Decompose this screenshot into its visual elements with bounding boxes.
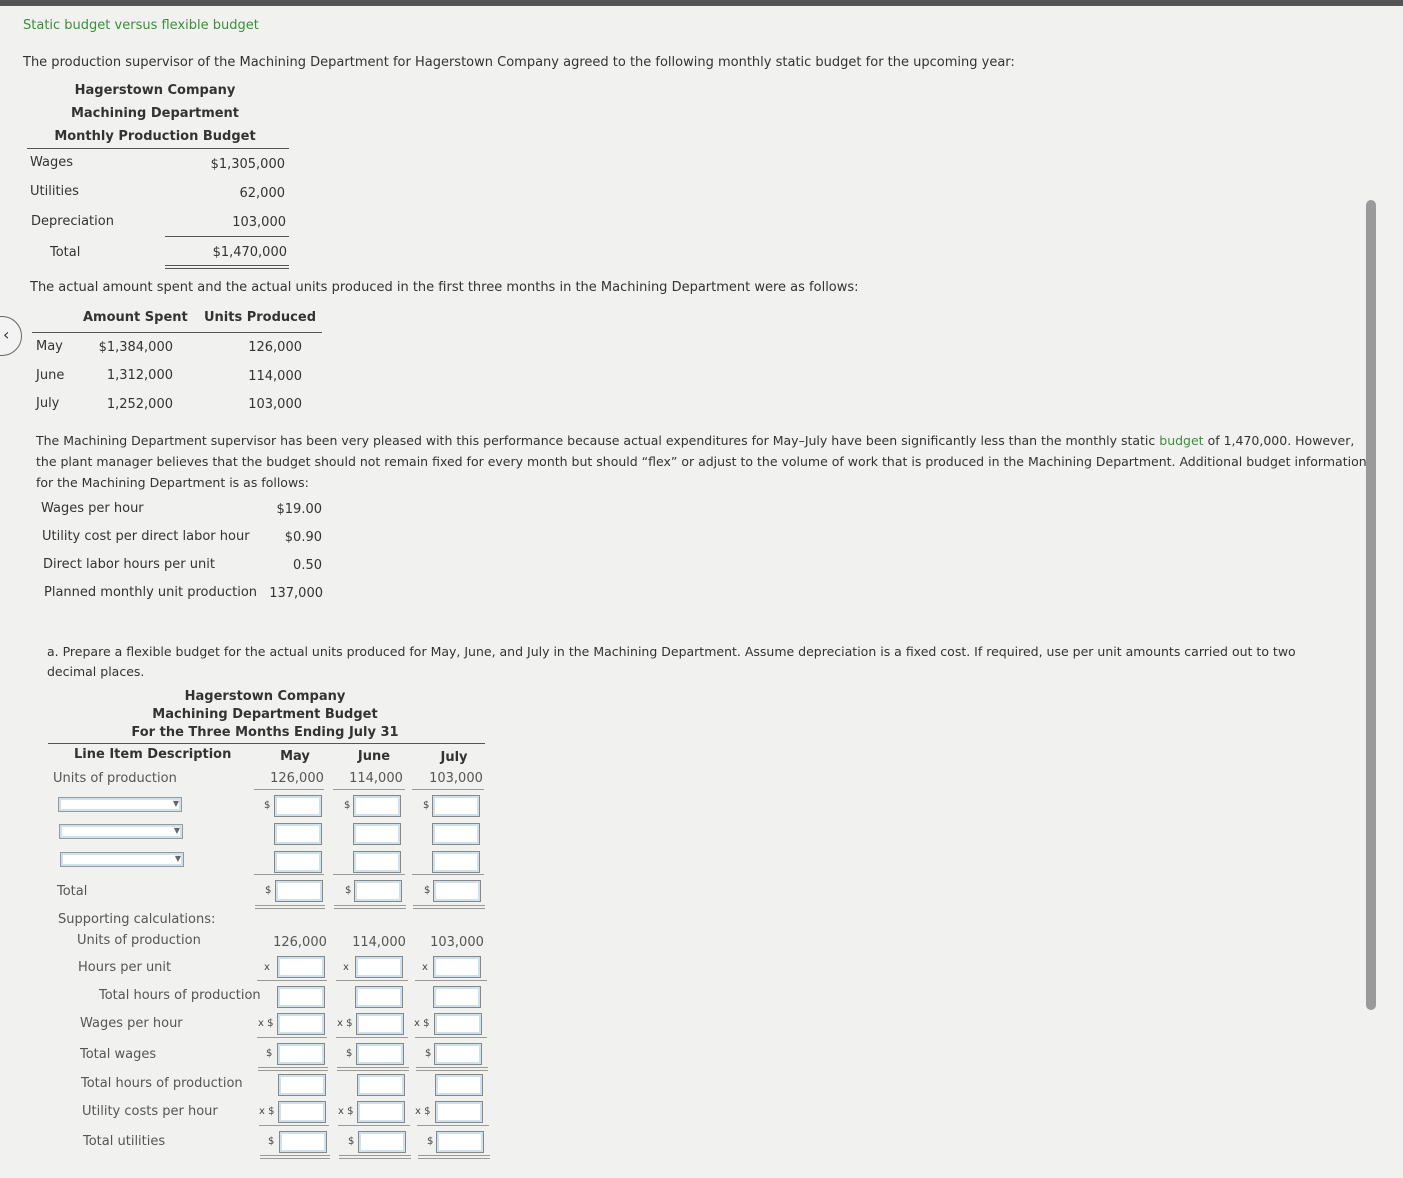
supervisor-paragraph: The Machining Department supervisor has been very pleased with this performance because actual expenditures for May–July have been significantly less than the monthly static budget of 1,470,000. However, the plant manager believes that the budget should not remain fixed for every month but should “flex” or adjust to the volume of work that is produced in the Machining Department. Additional budget information for the Machining Department is as follows: (36, 433, 1367, 490)
june-hours-per-unit-input[interactable] (355, 956, 403, 978)
may-utility-per-hour-input[interactable] (278, 1101, 326, 1123)
line-item-select-2[interactable] (59, 824, 183, 839)
july-row3-input[interactable] (432, 851, 480, 873)
divider (338, 1125, 410, 1126)
static-row-amount: 103,000 (232, 215, 286, 230)
july-total-hours-2-input[interactable] (435, 1074, 483, 1096)
july-total-hours-input[interactable] (433, 986, 481, 1008)
units-label: Units of production (53, 771, 177, 786)
actual-month: July (36, 396, 60, 411)
actual-units: 114,000 (248, 369, 302, 384)
june-utility-per-hour-input[interactable] (357, 1101, 405, 1123)
chevron-down-icon: ▼ (172, 799, 179, 808)
june-total-hours-input[interactable] (355, 986, 403, 1008)
may-hours-per-unit-input[interactable] (277, 956, 325, 978)
double-divider (418, 1155, 490, 1159)
static-department: Machining Department (70, 106, 240, 121)
july-total-utilities-input[interactable] (436, 1131, 484, 1153)
june-total-utilities-input[interactable] (358, 1131, 406, 1153)
may-total-hours-input[interactable] (277, 986, 325, 1008)
budget-link[interactable]: budget (1159, 433, 1204, 448)
divider (415, 980, 487, 981)
june-row3-input[interactable] (353, 851, 401, 873)
units-june: 114,000 (349, 771, 403, 786)
supporting-label: Supporting calculations: (58, 912, 216, 927)
may-total-wages-input[interactable] (277, 1043, 325, 1065)
sc-units-june: 114,000 (352, 935, 406, 950)
sc-units-july: 103,000 (430, 935, 484, 950)
actual-amount: 1,252,000 (106, 397, 173, 412)
static-total-label: Total (50, 245, 81, 260)
info-value: 137,000 (269, 586, 323, 601)
static-budget-name: Monthly Production Budget (54, 129, 256, 144)
may-total-input[interactable] (275, 880, 323, 902)
divider (412, 874, 484, 875)
divider (336, 1037, 408, 1038)
may-row2-input[interactable] (274, 823, 322, 845)
june-row2-input[interactable] (353, 823, 401, 845)
info-label: Utility cost per direct labor hour (42, 529, 250, 544)
static-row-label: Depreciation (31, 214, 114, 229)
actual-month: May (36, 339, 63, 354)
actual-amount: 1,312,000 (106, 368, 173, 383)
double-divider (255, 905, 325, 909)
july-utility-per-hour-input[interactable] (435, 1101, 483, 1123)
info-label: Direct labor hours per unit (43, 557, 215, 572)
static-row-label: Utilities (30, 184, 79, 199)
info-label: Wages per hour (41, 501, 144, 516)
static-total-amount: $1,470,000 (212, 245, 287, 260)
divider (48, 743, 485, 744)
actual-month: June (36, 368, 65, 383)
june-total-input[interactable] (354, 880, 402, 902)
sc-total-hours-label: Total hours of production (99, 988, 261, 1003)
double-divider (416, 1067, 488, 1071)
double-divider (165, 265, 289, 269)
may-total-utilities-input[interactable] (279, 1131, 327, 1153)
actual-header-amount: Amount Spent (83, 310, 188, 325)
sc-hours-per-unit-label: Hours per unit (78, 960, 172, 975)
actual-units: 126,000 (248, 340, 302, 355)
divider (27, 148, 289, 149)
info-value: $19.00 (276, 502, 322, 517)
sc-total-wages-label: Total wages (80, 1047, 157, 1062)
static-company: Hagerstown Company (74, 83, 236, 98)
sc-wages-per-hour-label: Wages per hour (80, 1016, 183, 1031)
divider (254, 789, 324, 790)
july-total-input[interactable] (433, 880, 481, 902)
june-row1-input[interactable] (353, 795, 401, 817)
double-divider (337, 1067, 409, 1071)
july-total-wages-input[interactable] (434, 1043, 482, 1065)
sc-utility-per-hour-label: Utility costs per hour (82, 1104, 218, 1119)
static-row-amount: $1,305,000 (210, 157, 285, 172)
july-row1-input[interactable] (432, 795, 480, 817)
top-bar (0, 0, 1403, 6)
july-hours-per-unit-input[interactable] (433, 956, 481, 978)
june-wages-per-hour-input[interactable] (356, 1013, 404, 1035)
sc-units-may: 126,000 (273, 935, 327, 950)
flex-budget-name: Machining Department Budget (152, 707, 378, 722)
scrollbar[interactable] (1366, 200, 1376, 1010)
sc-units-label: Units of production (77, 933, 201, 948)
col-july: July (440, 750, 468, 765)
flex-company: Hagerstown Company (184, 689, 346, 704)
divider (257, 980, 327, 981)
double-divider (260, 1155, 330, 1159)
june-total-wages-input[interactable] (356, 1043, 404, 1065)
info-value: $0.90 (284, 530, 322, 545)
divider (336, 980, 408, 981)
total-label: Total (57, 884, 88, 899)
may-row1-input[interactable] (274, 795, 322, 817)
sc-total-hours-label-2: Total hours of production (81, 1076, 243, 1091)
info-value: 0.50 (293, 558, 322, 573)
col-june: June (357, 749, 391, 764)
chevron-left-icon: ‹ (3, 325, 10, 344)
may-wages-per-hour-input[interactable] (277, 1013, 325, 1035)
divider (257, 1037, 327, 1038)
july-wages-per-hour-input[interactable] (434, 1013, 482, 1035)
chevron-down-icon: ▼ (174, 854, 181, 863)
intro-text: The production supervisor of the Machining Department for Hagerstown Company agreed to the following monthly static budget for the upcoming year: (23, 55, 1015, 70)
double-divider (258, 1067, 328, 1071)
double-divider (334, 905, 406, 909)
col-line-item: Line Item Description (74, 747, 232, 762)
question-a: a. Prepare a flexible budget for the actual units produced for May, June, and July in the Machining Department. Assume depreciation is a fixed cost. If required, use per unit amounts carried out to two decimal places. (47, 644, 1296, 679)
line-item-select-3[interactable] (60, 852, 184, 867)
previous-nav-button[interactable] (0, 316, 22, 356)
june-total-hours-2-input[interactable] (357, 1074, 405, 1096)
line-item-select-1[interactable] (58, 797, 182, 812)
divider (415, 1037, 487, 1038)
actual-header-units: Units Produced (204, 310, 317, 325)
static-row-amount: 62,000 (239, 186, 285, 201)
actual-amount: $1,384,000 (98, 340, 173, 355)
page-title: Static budget versus flexible budget (23, 18, 259, 33)
units-july: 103,000 (429, 771, 483, 786)
sc-total-utilities-label: Total utilities (83, 1134, 166, 1149)
static-row-label: Wages (30, 155, 74, 170)
divider (333, 874, 405, 875)
flex-period: For the Three Months Ending July 31 (131, 725, 399, 740)
divider (417, 1125, 489, 1126)
chevron-down-icon: ▼ (173, 826, 180, 835)
units-may: 126,000 (270, 771, 324, 786)
actual-intro-text: The actual amount spent and the actual units produced in the first three months in the Machining Department were as follows: (30, 280, 859, 295)
actual-units: 103,000 (248, 397, 302, 412)
divider (333, 789, 405, 790)
may-row3-input[interactable] (274, 851, 322, 873)
may-total-hours-2-input[interactable] (278, 1074, 326, 1096)
info-label: Planned monthly unit production (44, 585, 258, 600)
divider (165, 236, 289, 237)
divider (32, 332, 322, 333)
divider (412, 789, 484, 790)
double-divider (339, 1155, 411, 1159)
july-row2-input[interactable] (432, 823, 480, 845)
double-divider (413, 905, 485, 909)
divider (259, 1125, 329, 1126)
col-may: May (280, 749, 310, 764)
divider (254, 874, 324, 875)
